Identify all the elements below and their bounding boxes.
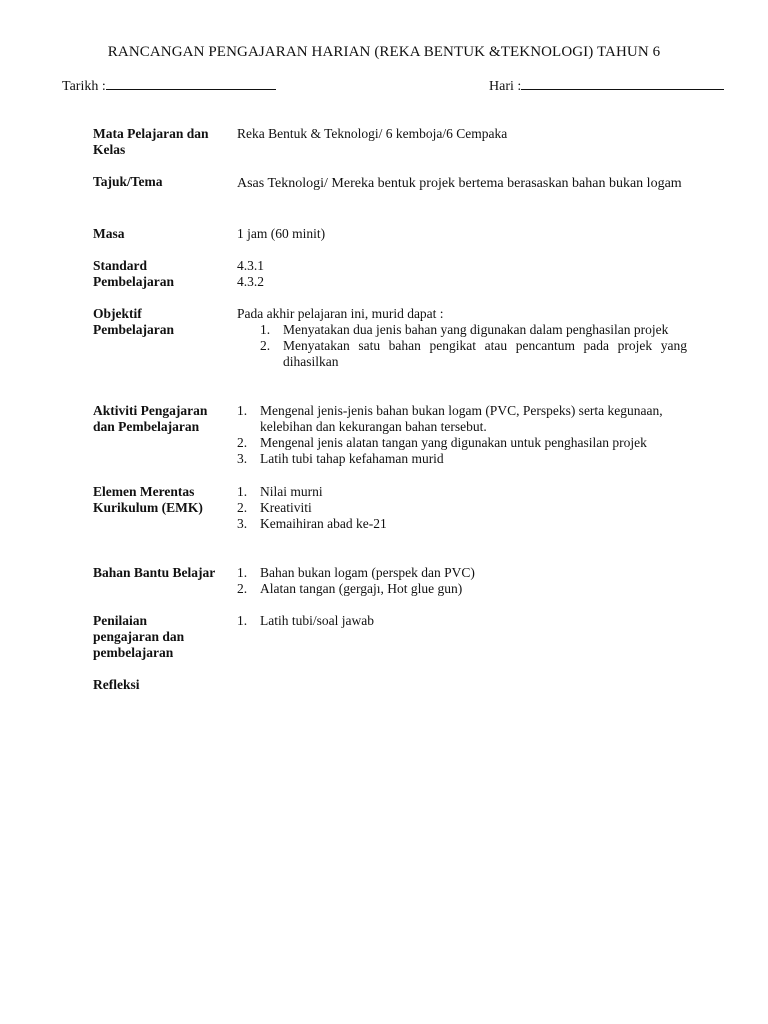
list-number: 1. <box>260 322 271 337</box>
label-tajuk: Tajuk/Tema <box>93 174 163 189</box>
penilaian-list <box>237 613 687 629</box>
list-item-text: Alatan tangan (gergajı, Hot glue gun) <box>260 581 463 596</box>
value-masa: 1 jam (60 minit) <box>237 226 326 241</box>
tarikh-blank-line <box>106 77 276 90</box>
label-standard-line1: Standard <box>93 258 148 273</box>
hari-field <box>489 77 724 95</box>
standard-item: 4.3.2 <box>237 274 264 289</box>
value-standard <box>237 258 687 290</box>
list-number: 2. <box>260 338 271 353</box>
label-penilaian: Penilaian pengajaran dan pembelajaran <box>93 613 185 660</box>
label-objektif <box>93 306 229 338</box>
list-item-text: Mengenal jenis alatan tangan yang digunakan untuk penghasilan projek <box>260 435 647 450</box>
label-objektif-line2: Pembelajaran <box>93 322 174 337</box>
list-item-text: Mengenal jenis-jenis bahan bukan logam (PVC, Perspeks) serta kegunaan, kelebihan dan kekurangan bahan tersebut. <box>260 403 663 434</box>
label-standard-line2: Pembelajaran <box>93 274 174 289</box>
value-mata-pelajaran: Reka Bentuk & Teknologi/ 6 kemboja/6 Cempaka <box>237 126 508 141</box>
value-objektif <box>237 306 687 370</box>
label-objektif-line1: Objektif <box>93 306 142 321</box>
value-emk <box>237 484 687 532</box>
label-standard <box>93 258 229 290</box>
list-item <box>237 613 687 629</box>
objektif-intro: Pada akhir pelajaran ini, murid dapat : <box>237 306 444 321</box>
list-number: 1. <box>237 484 248 499</box>
label-bahan-bantu: Bahan Bantu Belajar <box>93 565 216 580</box>
list-item-text: Latih tubi/soal jawab <box>260 613 374 628</box>
value-aktiviti <box>237 403 687 467</box>
list-item <box>237 516 687 532</box>
list-item <box>237 451 687 467</box>
value-bahan-bantu <box>237 565 687 597</box>
value-tajuk: Asas Teknologi/ Mereka bentuk projek bertema berasaskan bahan bukan logam <box>237 176 682 191</box>
value-penilaian <box>237 613 687 629</box>
list-item-text: Latih tubi tahap kefahaman murid <box>260 451 444 466</box>
list-number: 2. <box>237 500 248 515</box>
emk-list <box>237 484 687 532</box>
aktiviti-list <box>237 403 687 467</box>
list-number: 1. <box>237 565 248 580</box>
list-item <box>237 484 687 500</box>
list-item <box>260 338 687 370</box>
document-title: RANCANGAN PENGAJARAN HARIAN (REKA BENTUK &TEKNOLOGI) TAHUN 6 <box>107 44 661 60</box>
standard-item: 4.3.1 <box>237 258 264 273</box>
hari-blank-line <box>521 77 724 90</box>
bahan-list <box>237 565 687 597</box>
list-item <box>260 322 687 338</box>
label-mata-pelajaran: Mata Pelajaran dan Kelas <box>93 126 209 157</box>
list-item-text: Menyatakan dua jenis bahan yang digunakan dalam penghasilan projek <box>283 322 669 337</box>
list-item <box>237 500 687 516</box>
list-number: 3. <box>237 451 248 466</box>
list-number: 1. <box>237 403 248 418</box>
list-number: 2. <box>237 581 248 596</box>
list-item-text: Kreativiti <box>260 500 312 515</box>
label-refleksi: Refleksi <box>93 677 140 692</box>
list-number: 3. <box>237 516 248 531</box>
list-item-text: Menyatakan satu bahan pengikat atau pencantum pada projek yang dihasilkan <box>283 338 687 369</box>
list-item-text: Kemaihiran abad ke-21 <box>260 516 387 531</box>
tarikh-field <box>62 77 276 95</box>
tarikh-label: Tarikh : <box>62 79 106 94</box>
list-item <box>237 565 687 581</box>
label-aktiviti: Aktiviti Pengajaran dan Pembelajaran <box>93 403 208 434</box>
label-emk: Elemen Merentas Kurikulum (EMK) <box>93 484 203 515</box>
list-item-text: Bahan bukan logam (perspek dan PVC) <box>260 565 475 580</box>
hari-label: Hari : <box>489 79 522 94</box>
list-item <box>237 435 687 451</box>
list-item-text: Nilai murni <box>260 484 323 499</box>
list-number: 2. <box>237 435 248 450</box>
list-number: 1. <box>237 613 248 628</box>
label-masa: Masa <box>93 226 125 241</box>
list-item <box>237 581 687 597</box>
objektif-list <box>237 322 687 370</box>
list-item <box>237 403 687 435</box>
